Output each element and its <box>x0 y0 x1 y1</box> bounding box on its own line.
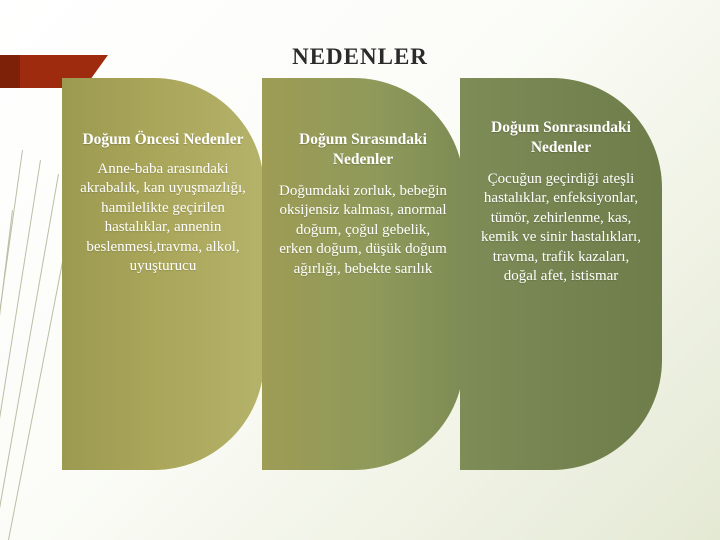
column-prenatal-causes <box>62 78 264 470</box>
column-1-heading: Doğum Öncesi Nedenler <box>82 131 244 148</box>
column-1-body: Anne-baba arasındaki akrabalık, kan uyuşmazlığı, hamilelikte geçirilen hastalıklar, annenin beslenmesi,travma, alkol, uyuşturucu <box>80 160 246 275</box>
column-2-body: Doğumdaki zorluk, bebeğin oksijensiz kalması, anormal doğum, çoğul gebelik, erken doğum, düşük doğum ağırlığı, bebekte sarılık <box>279 182 447 277</box>
columns-group <box>62 78 662 478</box>
column-3-body: Çocuğun geçirdiği ateşli hastalıklar, enfeksiyonlar, tümör, zehirlenme, kas, kemik ve sinir hastalıkları, travma, trafik kazaları, doğal afet, istismar <box>481 170 641 285</box>
page-title: NEDENLER <box>292 44 428 69</box>
column-3-heading: Doğum Sonrasındaki Nedenler <box>491 119 631 156</box>
column-2-heading: Doğum Sırasındaki Nedenler <box>299 131 427 168</box>
column-perinatal-causes <box>262 78 464 470</box>
column-postnatal-causes <box>460 78 662 470</box>
